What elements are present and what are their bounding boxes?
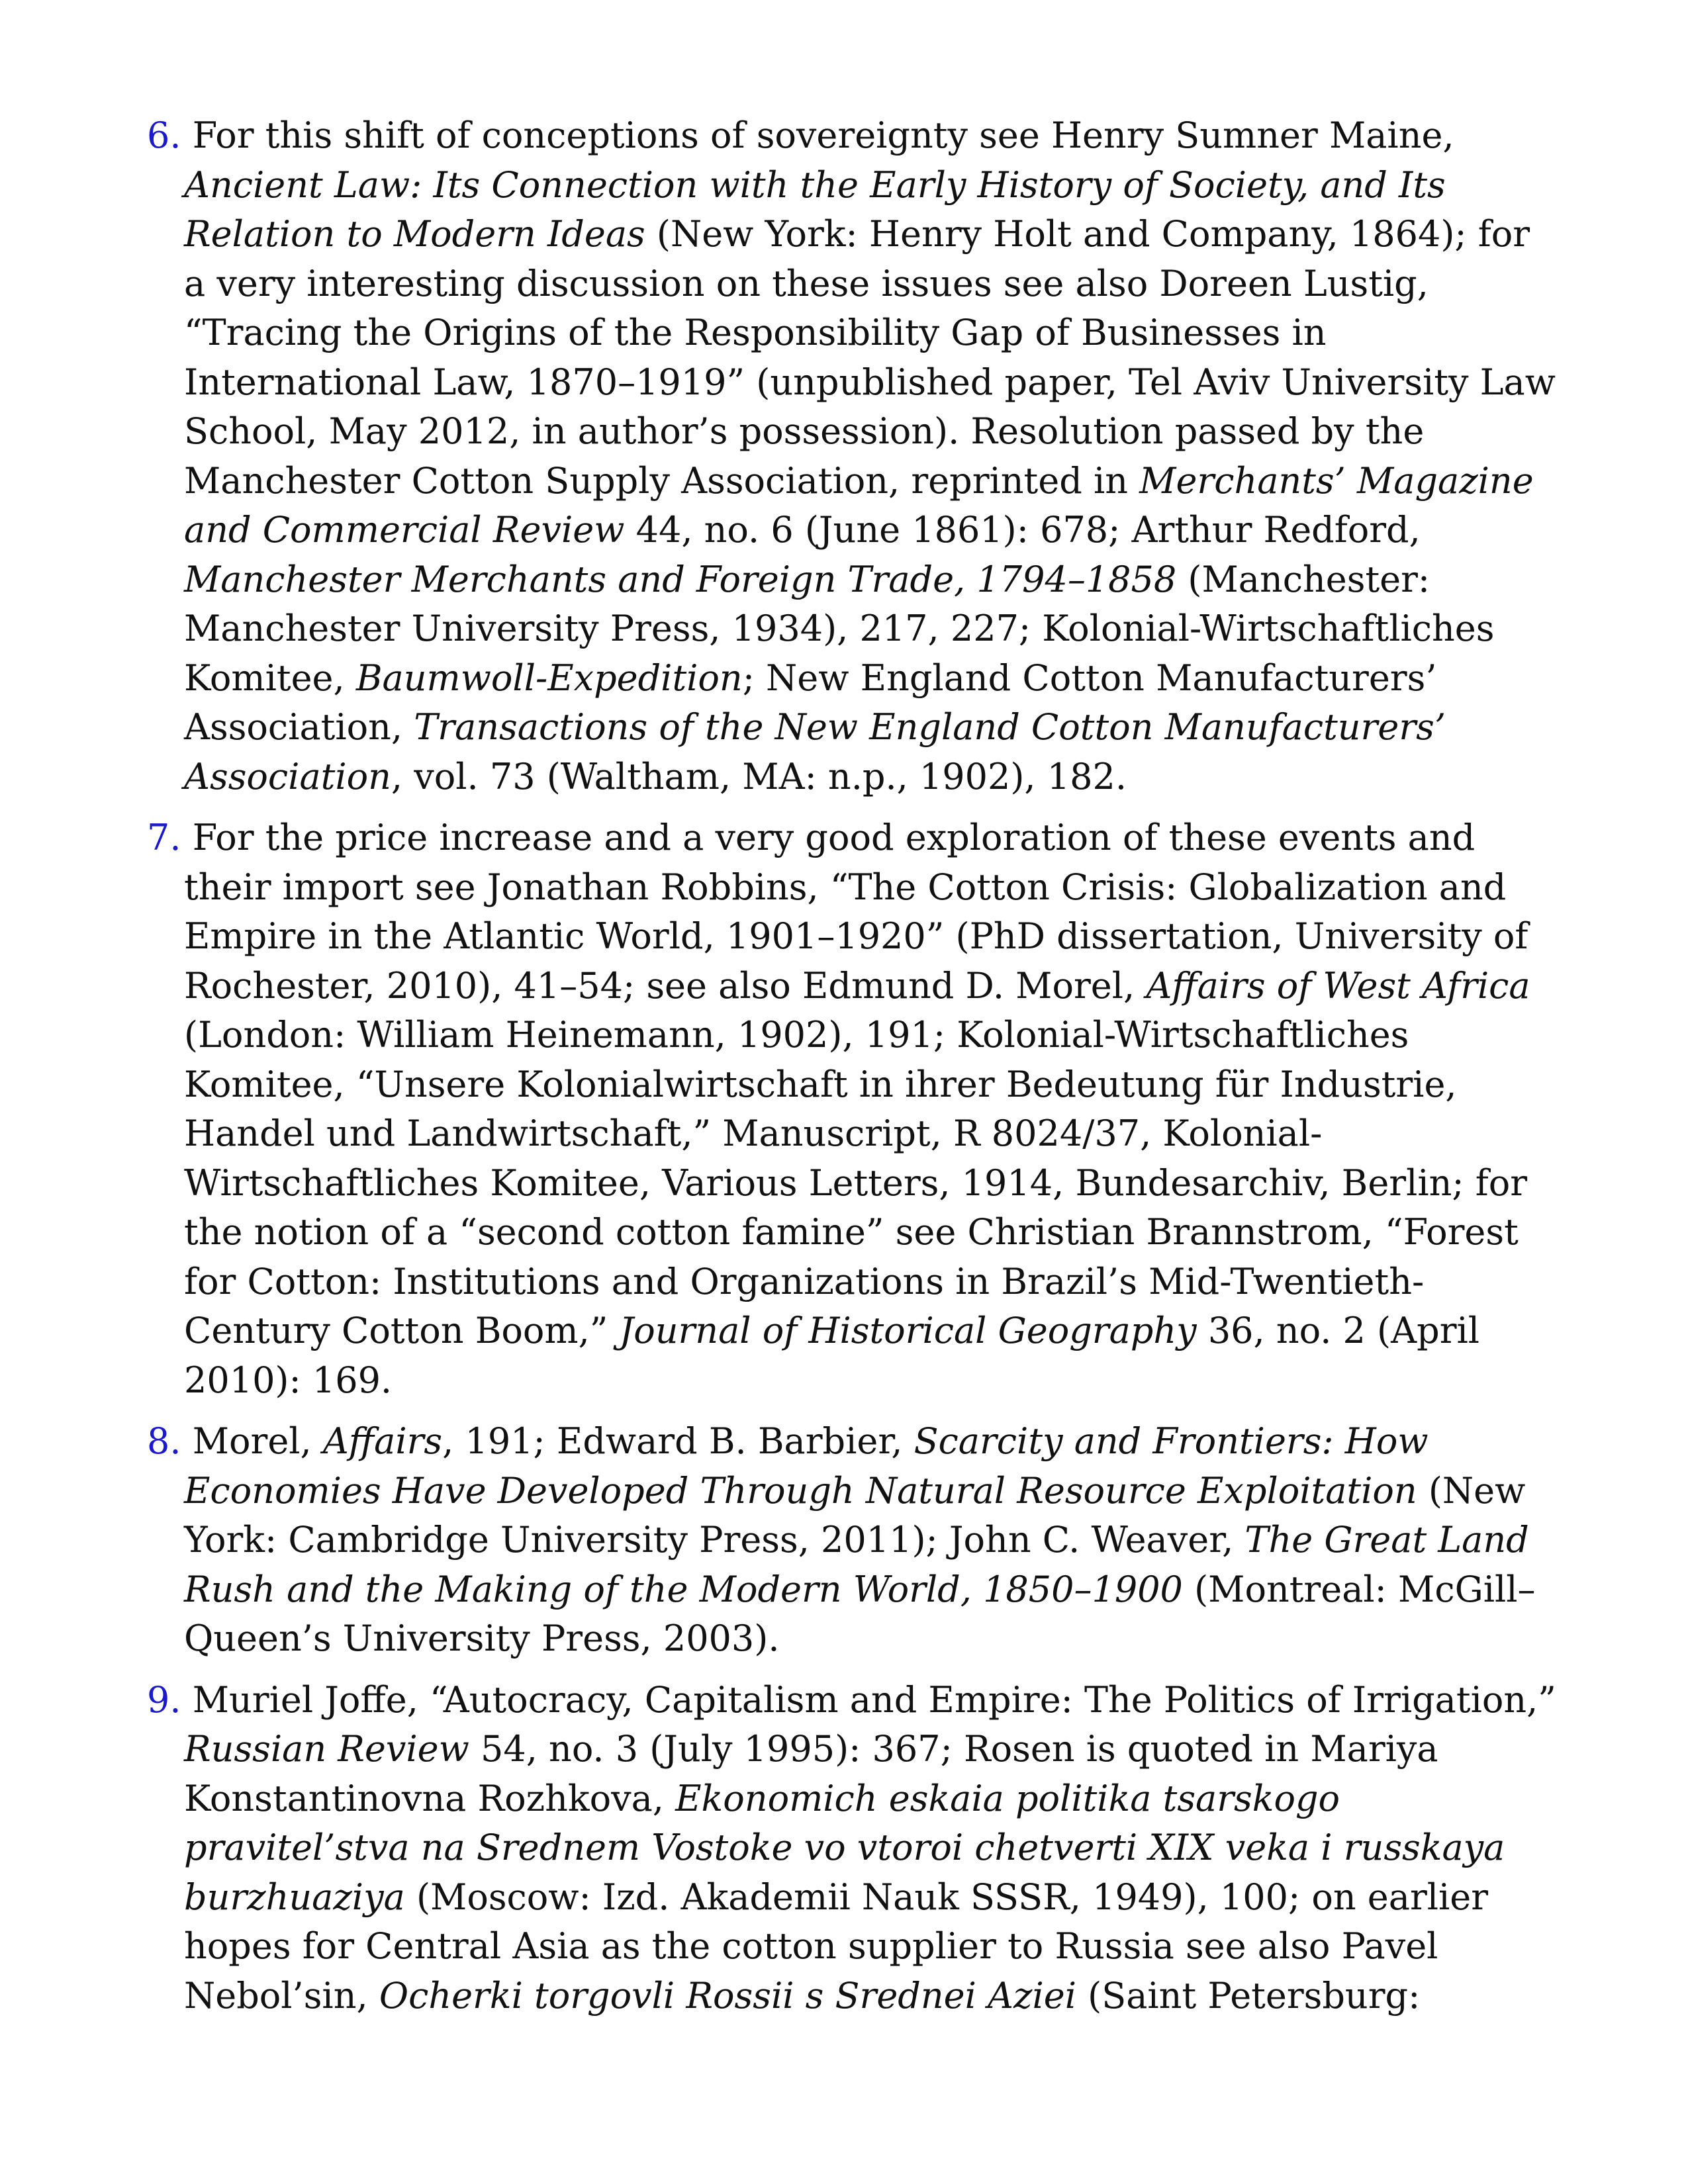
book-title: Transactions of the New England Cotton Manufacturers’ Association <box>184 706 1446 797</box>
endnote-number-link[interactable]: 9. <box>147 1678 181 1721</box>
note-text: (Montreal: McGill–Queen’s University Press, 2003). <box>184 1568 1536 1659</box>
book-title: Manchester Merchants and Foreign Trade, 1794–1858 <box>184 558 1177 600</box>
book-title: Baumwoll-Expedition <box>355 657 743 699</box>
book-title: Ekonomich eskaia politika tsarskogo pravitel’stva na Srednem Vostoke vo vtoroi chetverti XIX veka i russkaya burzhuaziya <box>184 1777 1505 1918</box>
endnote-9 <box>147 1676 1557 2021</box>
endnote-6 <box>147 111 1557 801</box>
note-text: , 191; Edward B. Barbier, <box>442 1420 914 1462</box>
note-text: For this shift of conceptions of sovereignty see Henry Sumner Maine, <box>192 114 1454 156</box>
book-title: The Great Land Rush and the Making of the Modern World, 1850–1900 <box>184 1519 1529 1610</box>
endnote-8 <box>147 1417 1557 1664</box>
note-text: 36, no. 2 (April 2010): 169. <box>184 1310 1480 1401</box>
book-title: Ancient Law: Its Connection with the Early History of Society, and Its Relation to Modern Ideas <box>184 163 1446 255</box>
note-text: 44, no. 6 (June 1861): 678; Arthur Redford, <box>624 509 1421 551</box>
note-text: 54, no. 3 (July 1995): 367; Rosen is quoted in Mariya Konstantinovna Rozhkova, <box>184 1728 1438 1819</box>
note-text: (New York: Cambridge University Press, 2011); John C. Weaver, <box>184 1469 1526 1561</box>
note-text: (Moscow: Izd. Akademii Nauk SSSR, 1949), 100; on earlier hopes for Central Asia as the cotton supplier to Russia see also Pavel Nebol’sin, <box>184 1876 1489 2017</box>
note-text: For the price increase and a very good exploration of these events and their import see Jonathan Robbins, “The Cotton Crisis: Globalization and Empire in the Atlantic World, 1901–1920” (PhD dissertation, University of Rochester, 2010), 41–54; see also Edmund D. Morel, <box>184 817 1528 1007</box>
book-title: Affairs of West Africa <box>1146 964 1530 1007</box>
note-text: Morel, <box>192 1420 323 1462</box>
note-text: (New York: Henry Holt and Company, 1864); for a very interesting discussion on these issues see also Doreen Lustig, “Tracing the Origins of the Responsibility Gap of Businesses in International Law, 1870–1919” (unpublished paper, Tel Aviv University Law School, May 2012, in author’s possession). Resolution passed by the Manchester Cotton Supply Association, reprinted in <box>184 213 1556 502</box>
note-text: (Saint Petersburg: <box>1076 1974 1421 2017</box>
note-text: (Manchester: Manchester University Press, 1934), 217, 227; Kolonial-Wirtschaftliches Komitee, <box>184 558 1495 699</box>
endnote-7 <box>147 813 1557 1405</box>
note-text: ; New England Cotton Manufacturers’ Association, <box>184 657 1437 748</box>
endnote-number-link[interactable]: 6. <box>147 114 181 156</box>
journal-title: Merchants’ Magazine and Commercial Review <box>184 459 1534 551</box>
book-title: Scarcity and Frontiers: How Economies Have Developed Through Natural Resource Exploitation <box>184 1420 1429 1512</box>
note-text: (London: William Heinemann, 1902), 191; Kolonial-Wirtschaftliches Komitee, “Unsere Kolonialwirtschaft in ihrer Bedeutung für Industrie, Handel und Landwirtschaft,” Manuscript, R 8024/37, Kolonial-Wirtschaftliches Komitee, Various Letters, 1914, Bundesarchiv, Berlin; for the notion of a “second cotton famine” see Christian Brannstrom, “Forest for Cotton: Institutions and Organizations in Brazil’s Mid-Twentieth-Century Cotton Boom,” <box>184 1014 1528 1351</box>
endnotes-list <box>147 111 1557 2032</box>
book-title: Affairs <box>322 1420 443 1462</box>
book-title: Ocherki torgovli Rossii s Srednei Aziei <box>379 1974 1076 2017</box>
note-text: , vol. 73 (Waltham, MA: n.p., 1902), 182. <box>391 755 1127 797</box>
endnote-number-link[interactable]: 7. <box>147 817 181 858</box>
note-text: Muriel Joffe, “Autocracy, Capitalism and Empire: The Politics of Irrigation,” <box>192 1678 1556 1721</box>
endnote-number-link[interactable]: 8. <box>147 1420 181 1462</box>
journal-title: Journal of Historical Geography <box>619 1310 1197 1351</box>
journal-title: Russian Review <box>184 1728 469 1770</box>
